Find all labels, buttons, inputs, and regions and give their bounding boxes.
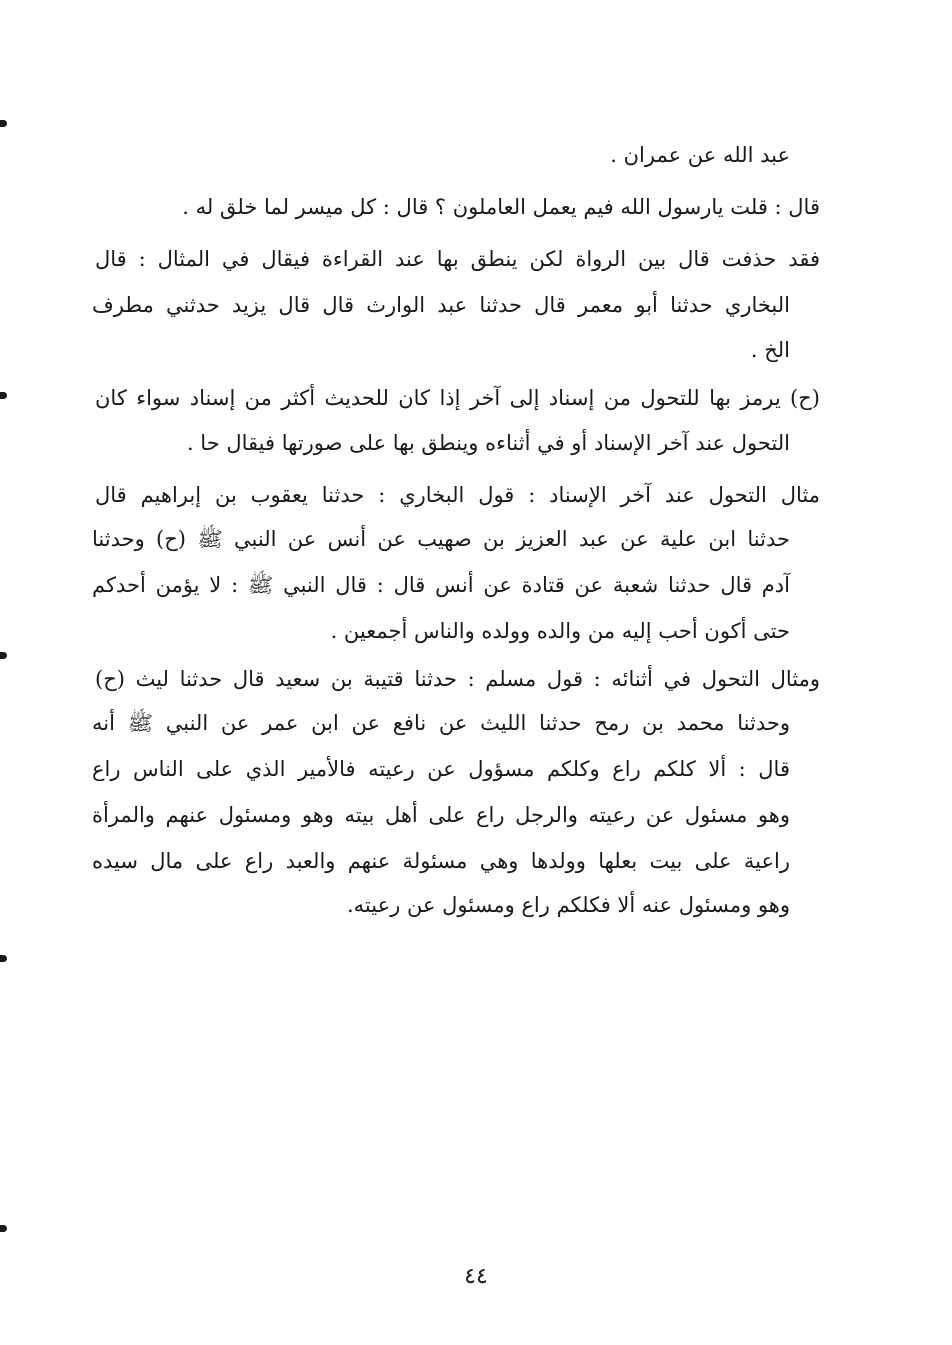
text-line: عبد الله عن عمران .	[610, 143, 790, 167]
text-line: مثال التحول عند آخر الإسناد : قول البخاري : حدثنا يعقوب بن إبراهيم قال	[95, 483, 820, 507]
page-number: ٤٤	[464, 1264, 488, 1289]
text-line: حدثنا ابن علية عن عبد العزيز بن صهيب عن أنس عن النبي ﷺ (ح) وحدثنا	[92, 527, 790, 551]
text-line: قال : ألا كلكم راع وكلكم مسؤول عن رعيته فالأمير الذي على الناس راع	[92, 757, 790, 781]
text-line: فقد حذفت قال بين الرواة لكن ينطق بها عند القراءة فيقال في المثال : قال	[95, 247, 820, 271]
scan-edge-mark	[0, 1225, 7, 1232]
text-line: البخاري حدثنا أبو معمر قال حدثنا عبد الوارث قال قال يزيد حدثني مطرف	[92, 293, 790, 317]
text-line: (ح) يرمز بها للتحول من إسناد إلى آخر إذا كان للحديث أكثر من إسناد سواء كان	[95, 386, 820, 410]
scan-edge-mark	[0, 652, 7, 659]
text-line: وهو مسئول عن رعيته والرجل راع على أهل بيته وهو ومسئول عنهم والمرأة	[92, 803, 790, 827]
scan-edge-mark	[0, 120, 7, 127]
text-line: الخ .	[750, 338, 790, 362]
scan-edge-mark	[0, 955, 7, 962]
text-line: التحول عند آخر الإسناد أو في أثناءه وينطق بها على صورتها فيقال حا .	[186, 431, 790, 455]
text-line: آدم قال حدثنا شعبة عن قتادة عن أنس قال : قال النبي ﷺ : لا يؤمن أحدكم	[92, 573, 790, 597]
text-line: وهو ومسئول عنه ألا فكلكم راع ومسئول عن رعيته.	[347, 893, 790, 917]
text-line: حتى أكون أحب إليه من والده وولده والناس أجمعين .	[330, 619, 790, 643]
text-line: قال : قلت يارسول الله فيم يعمل العاملون ؟ قال : كل ميسر لما خلق له .	[182, 195, 820, 219]
text-line: ومثال التحول في أثنائه : قول مسلم : حدثنا قتيبة بن سعيد قال حدثنا ليث (ح)	[95, 667, 820, 691]
text-line: وحدثنا محمد بن رمح حدثنا الليث عن نافع عن ابن عمر عن النبي ﷺ أنه	[92, 711, 790, 735]
scan-edge-mark	[0, 392, 7, 399]
text-line: راعية على بيت بعلها وولدها وهي مسئولة عنهم والعبد راع على مال سيده	[92, 849, 790, 873]
